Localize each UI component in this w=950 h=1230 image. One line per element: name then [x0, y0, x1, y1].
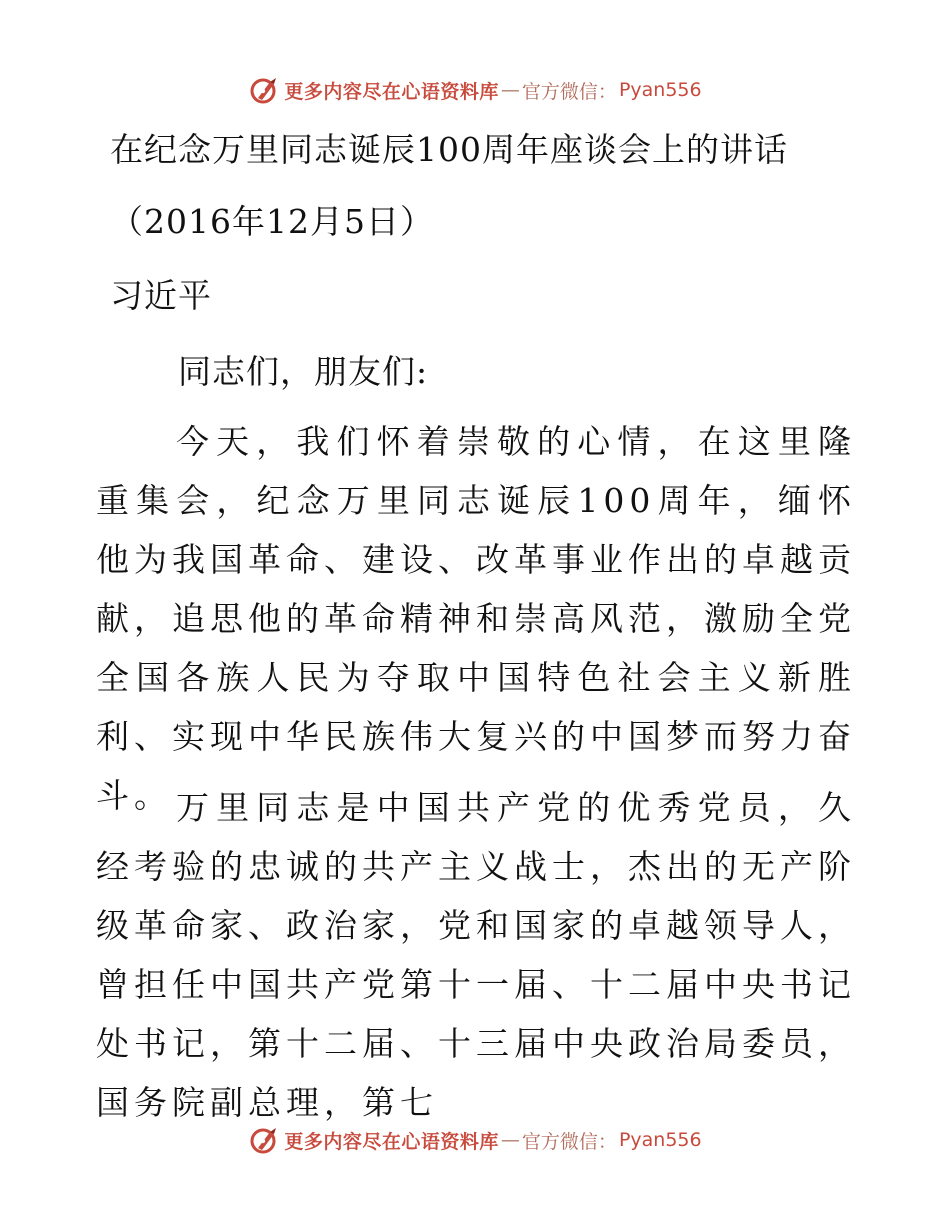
pen-nib-logo-icon [248, 74, 280, 106]
document-author: 习近平 [110, 276, 212, 315]
watermark-dash: — [500, 79, 520, 101]
watermark-dash: — [500, 1129, 520, 1151]
watermark-official-label: 官方微信： [521, 1130, 617, 1153]
document-greeting: 同志们，朋友们: [178, 352, 429, 391]
body-paragraph: 今天，我们怀着崇敬的心情，在这里隆重集会，纪念万里同志诞辰100周年，缅怀他为我国革命、建设、改革事业作出的卓越贡献，追思他的革命精神和崇高风范，激励全党全国各族人民为夺取中国特色社会主义新胜利、实现中华民族伟大复兴的中国梦而努力奋斗。 [96, 422, 856, 815]
watermark-official-label: 官方微信： [521, 80, 617, 103]
watermark-handle: Pyan556 [618, 79, 702, 101]
document-date: （2016年12月5日） [110, 202, 434, 241]
header-watermark-banner [0, 70, 950, 110]
document-title: 在纪念万里同志诞辰100周年座谈会上的讲话 [110, 130, 788, 169]
pen-nib-logo-icon [248, 1124, 280, 1156]
footer-watermark-banner [0, 1120, 950, 1160]
watermark-site-text: 更多内容尽在心语资料库 [284, 1130, 499, 1153]
watermark-handle: Pyan556 [618, 1129, 702, 1151]
body-paragraph: 万里同志是中国共产党的优秀党员，久经考验的忠诚的共产主义战士，杰出的无产阶级革命家、政治家，党和国家的卓越领导人，曾担任中国共产党第十一届、十二届中央书记处书记，第十二届、十三届中央政治局委员，国务院副总理，第七 [96, 788, 856, 1122]
watermark-site-text: 更多内容尽在心语资料库 [284, 80, 499, 103]
